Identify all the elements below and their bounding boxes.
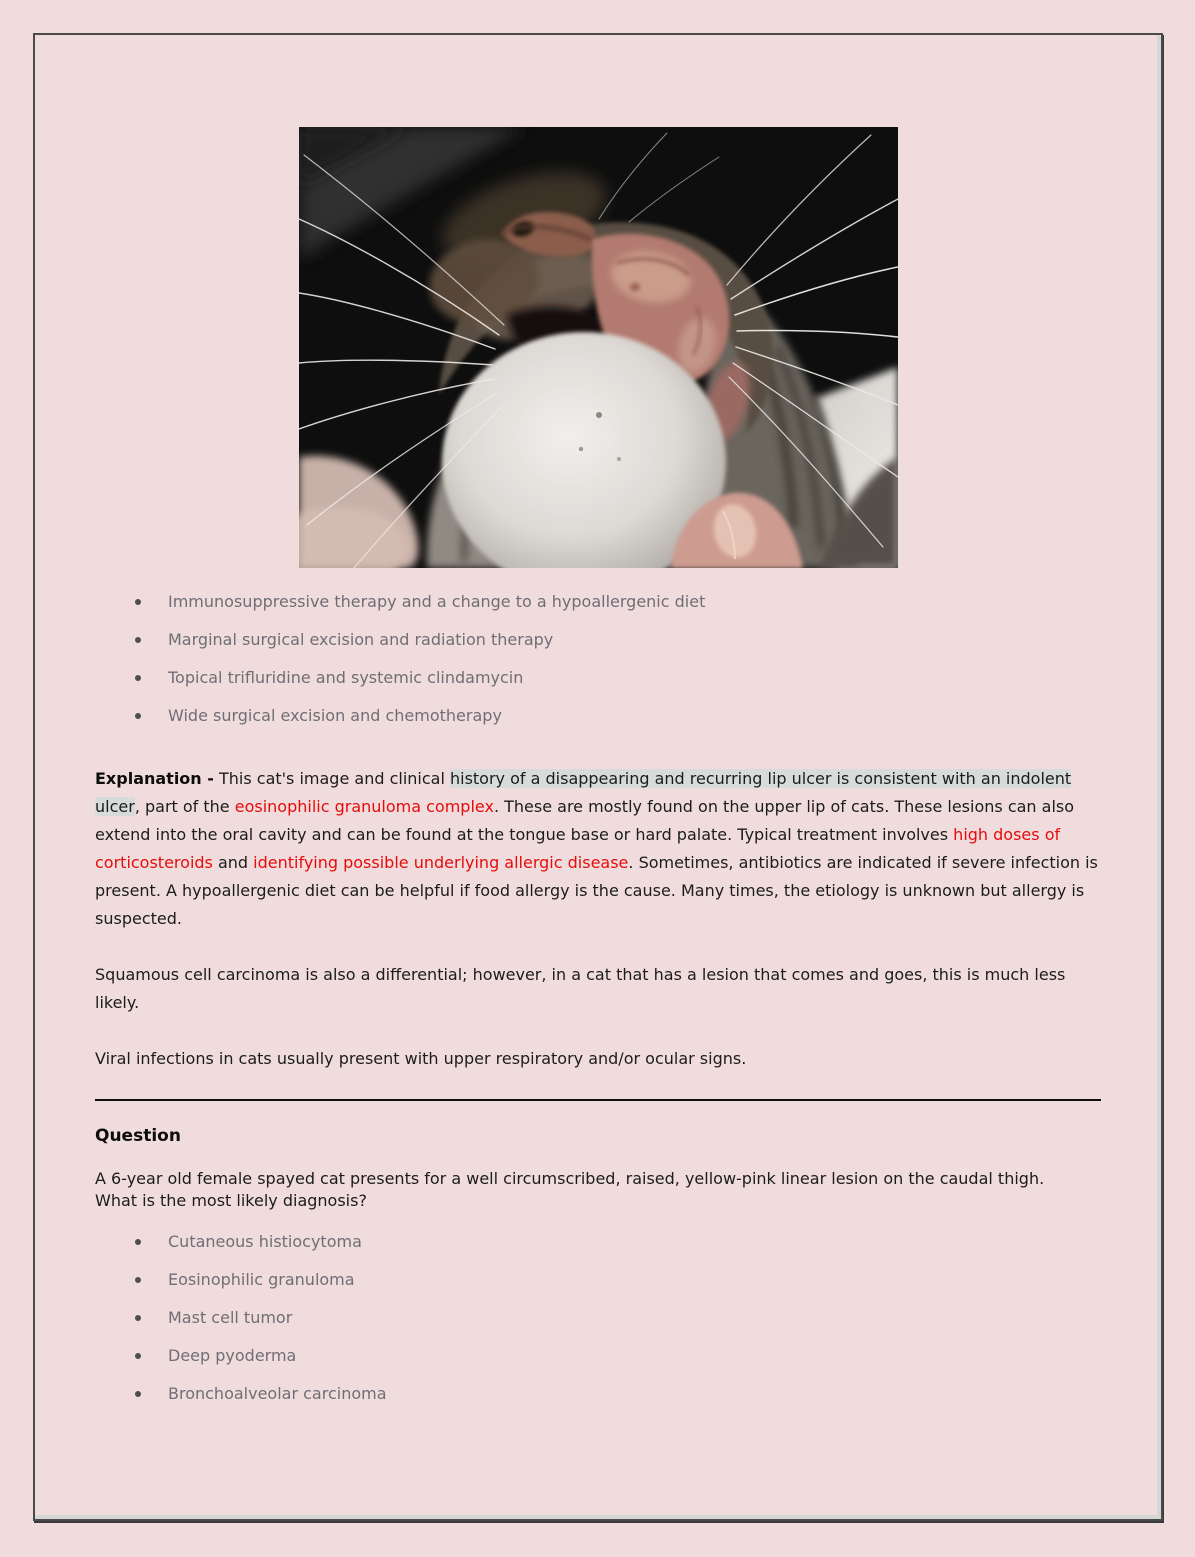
red-keyword-eosinophilic-granuloma-complex: eosinophilic granuloma complex bbox=[234, 797, 494, 816]
answer-option[interactable] bbox=[135, 1232, 1101, 1251]
question-heading: Question bbox=[95, 1126, 181, 1146]
explanation-text: . These are mostly found on the upper lip of cats. These lesions can also extend into the oral cavity and can be found at the tongue base or hard palate. Typical treatment involves bbox=[95, 797, 1075, 844]
answer-option-label: Cutaneous histiocytoma bbox=[168, 1232, 362, 1251]
content-area bbox=[35, 127, 1161, 1403]
section-divider bbox=[95, 1099, 1101, 1101]
answer-option[interactable] bbox=[135, 592, 1101, 611]
explanation-text: This cat's image and clinical bbox=[213, 769, 450, 788]
cat-photo-illustration bbox=[299, 127, 898, 568]
answer-option[interactable] bbox=[135, 1270, 1101, 1289]
answer-option[interactable] bbox=[135, 706, 1101, 725]
explanation-text: and bbox=[212, 853, 254, 872]
red-keyword-allergic-disease: identifying possible underlying allergic disease bbox=[253, 853, 629, 872]
answer-option[interactable] bbox=[135, 1308, 1101, 1327]
answer-option-label: Mast cell tumor bbox=[168, 1308, 293, 1327]
viral-signs-paragraph: Viral infections in cats usually present with upper respiratory and/or ocular signs. bbox=[95, 1049, 747, 1068]
explanation-paragraph bbox=[95, 765, 1101, 933]
answer-option-label: Marginal surgical excision and radiation therapy bbox=[168, 630, 554, 649]
answer-option-label: Topical trifluridine and systemic clindamycin bbox=[168, 668, 524, 687]
answer-option-label: Bronchoalveolar carcinoma bbox=[168, 1384, 387, 1403]
previous-question-options bbox=[95, 592, 1101, 725]
red-keyword-corticosteroids: high doses of corticosteroids bbox=[95, 825, 1061, 872]
answer-option[interactable] bbox=[135, 1346, 1101, 1365]
answer-option-label: Deep pyoderma bbox=[168, 1346, 297, 1365]
explanation-label: Explanation - bbox=[95, 769, 214, 788]
explanation-text: , part of the bbox=[134, 797, 235, 816]
cat-lip-lesion-photo bbox=[299, 127, 898, 568]
highlighted-text: history of a disappearing and recurring lip ulcer is consistent with an indolent ulcer bbox=[95, 769, 1072, 816]
explanation-text: . Sometimes, antibiotics are indicated if severe infection is present. A hypoallergenic diet can be helpful if food allergy is the cause. Many times, the etiology is unknown but allergy is suspected. bbox=[95, 853, 1098, 928]
answer-option[interactable] bbox=[135, 630, 1101, 649]
content-frame bbox=[33, 33, 1163, 1521]
answer-option-label: Immunosuppressive therapy and a change to a hypoallergenic diet bbox=[168, 592, 706, 611]
differential-paragraph: Squamous cell carcinoma is also a differential; however, in a cat that has a lesion that comes and goes, this is much less likely. bbox=[95, 965, 1066, 1012]
answer-option[interactable] bbox=[135, 1384, 1101, 1403]
question-text: A 6-year old female spayed cat presents for a well circumscribed, raised, yellow-pink linear lesion on the caudal thigh. What is the most likely diagnosis? bbox=[95, 1169, 1045, 1210]
answer-option[interactable] bbox=[135, 668, 1101, 687]
answer-option-label: Wide surgical excision and chemotherapy bbox=[168, 706, 502, 725]
question-options bbox=[95, 1232, 1101, 1403]
answer-option-label: Eosinophilic granuloma bbox=[168, 1270, 355, 1289]
